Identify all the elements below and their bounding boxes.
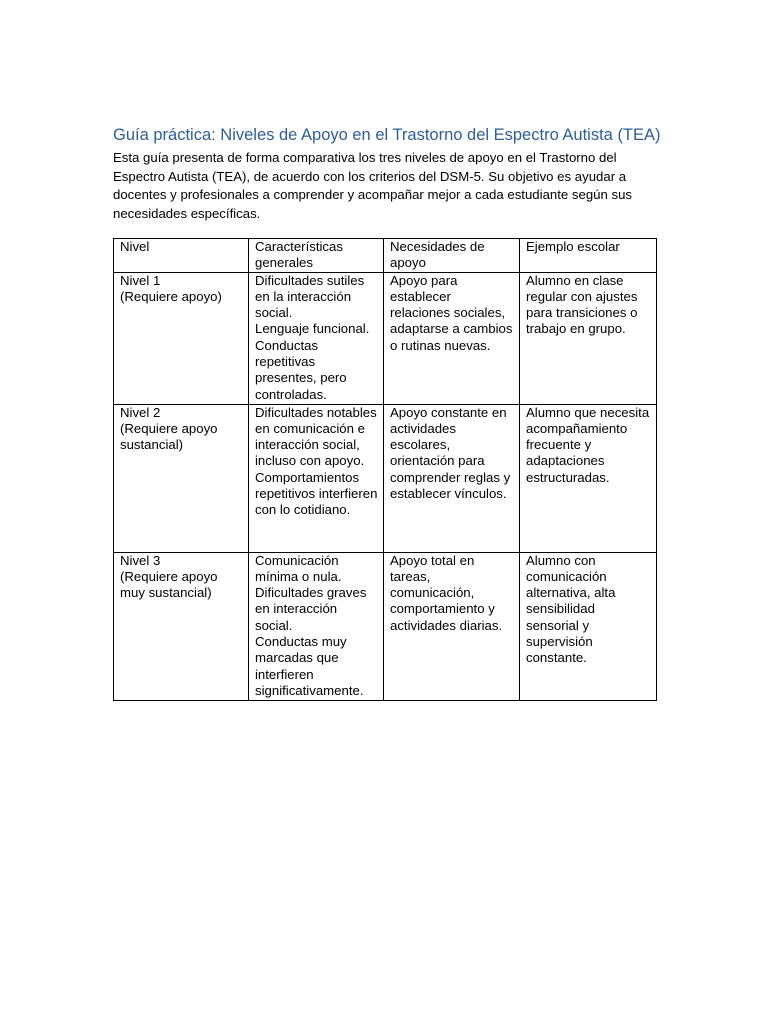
caracteristica-line: Dificultades graves en interacción social.	[255, 585, 367, 633]
nivel-label: Nivel 3	[120, 552, 161, 568]
caracteristica-line: Comunicación mínima o nula.	[255, 552, 342, 584]
cell-nivel	[114, 272, 249, 404]
cell-necesidades: Apoyo total en tareas, comunicación, comportamiento y actividades diarias.	[384, 552, 520, 700]
cell-caracteristicas	[249, 404, 384, 552]
header-necesidades: Necesidades de apoyo	[384, 239, 520, 273]
cell-caracteristicas	[249, 272, 384, 404]
cell-necesidades: Apoyo constante en actividades escolares, orientación para comprender reglas y establecer vínculos.	[384, 404, 520, 552]
cell-ejemplo: Alumno con comunicación alternativa, alta sensibilidad sensorial y supervisión constante.	[520, 552, 657, 700]
caracteristica-line: Dificultades sutiles en la interacción social.	[255, 272, 365, 321]
caracteristica-line: Lenguaje funcional.	[255, 321, 370, 337]
nivel-detail: (Requiere apoyo)	[120, 288, 222, 304]
cell-nivel	[114, 552, 249, 700]
table-row	[114, 404, 657, 552]
caracteristica-line: Dificultades notables en comunicación e interacción social, incluso con apoyo.	[255, 404, 377, 469]
nivel-detail: (Requiere apoyo sustancial)	[120, 420, 218, 453]
cell-ejemplo: Alumno que necesita acompañamiento frecuente y adaptaciones estructuradas.	[520, 404, 657, 552]
caracteristica-line: Conductas muy marcadas que interfieren significativamente.	[255, 634, 364, 698]
nivel-label: Nivel 1	[120, 272, 161, 288]
table-header-row	[114, 239, 657, 273]
header-ejemplo: Ejemplo escolar	[520, 239, 657, 273]
header-nivel: Nivel	[114, 239, 249, 273]
nivel-detail: (Requiere apoyo muy sustancial)	[120, 568, 218, 601]
caracteristica-line: Conductas repetitivas presentes, pero controladas.	[255, 337, 347, 402]
nivel-label: Nivel 2	[120, 404, 161, 420]
caracteristica-line: Comportamientos repetitivos interfieren con lo cotidiano.	[255, 469, 378, 518]
table-row	[114, 272, 657, 404]
table-row	[114, 552, 657, 700]
cell-ejemplo: Alumno en clase regular con ajustes para transiciones o trabajo en grupo.	[520, 272, 657, 404]
cell-nivel	[114, 404, 249, 552]
support-levels-table	[113, 238, 657, 701]
header-caracteristicas: Características generales	[249, 239, 384, 273]
cell-necesidades: Apoyo para establecer relaciones sociales, adaptarse a cambios o rutinas nuevas.	[384, 272, 520, 404]
document-title: Guía práctica: Niveles de Apoyo en el Trastorno del Espectro Autista (TEA)	[113, 126, 661, 144]
intro-paragraph: Esta guía presenta de forma comparativa los tres niveles de apoyo en el Trastorno del Espectro Autista (TEA), de acuerdo con los criterios del DSM-5. Su objetivo es ayudar a docentes y profesionales a comprender y acompañar mejor a cada estudiante según sus necesidades específicas.	[113, 150, 633, 221]
cell-caracteristicas	[249, 552, 384, 700]
